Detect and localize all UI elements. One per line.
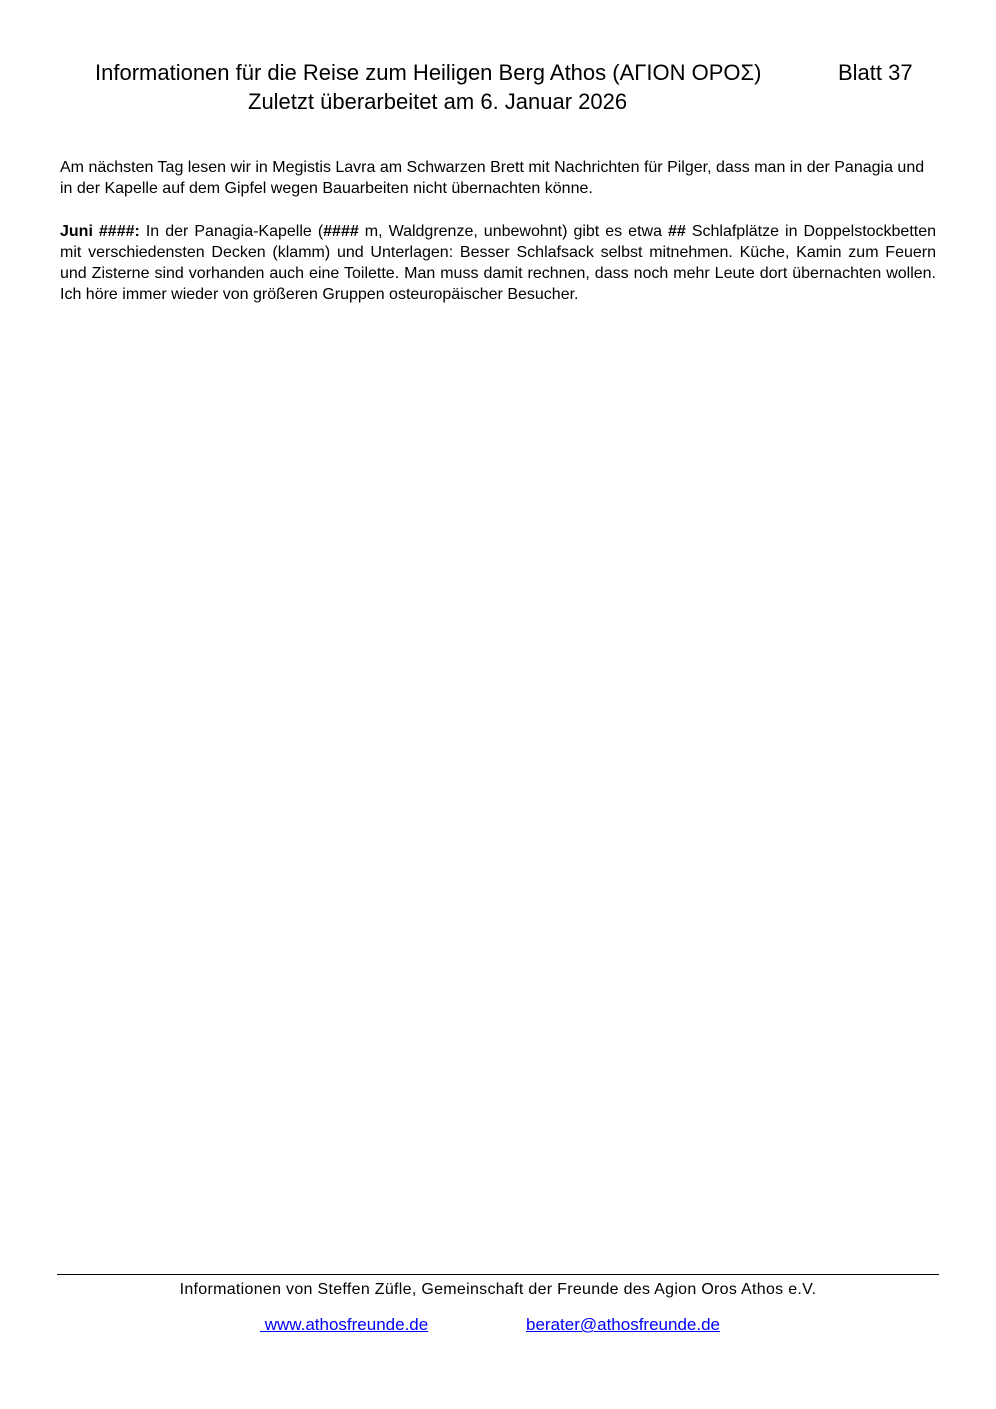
sheet-number: Blatt 37 xyxy=(838,60,913,85)
bed-count-value: ## xyxy=(668,223,686,240)
paragraph-2-text-c: Schlafplätze in Doppelstockbetten mit verschiedensten Decken (klamm) und Unterlagen: Besser Schlafsack selbst mitnehmen. Küche, Kamin zum Feuern und Zisterne sind vorhanden auch eine Toilette. Man muss damit rechnen, dass noch mehr Leute dort übernachten wollen. Ich höre immer wieder von größeren Gruppen osteuropäischer Besucher. xyxy=(60,223,937,303)
paragraph-1: Am nächsten Tag lesen wir in Megistis Lavra am Schwarzen Brett mit Nachrichten für Pilger, dass man in der Panagia und in der Kapelle auf dem Gipfel wegen Bauarbeiten nicht übernachten könne. xyxy=(60,159,925,197)
altitude-value: #### xyxy=(323,223,359,240)
website-link[interactable]: www.athosfreunde.de xyxy=(260,1315,429,1334)
footer-info: Informationen von Steffen Züfle, Gemeinschaft der Freunde des Agion Oros Athos e.V. xyxy=(179,1281,817,1298)
paragraph-2-text-b: m, Waldgrenze, unbewohnt) gibt es etwa xyxy=(358,223,669,240)
paragraph-2-text-a: In der Panagia-Kapelle ( xyxy=(139,223,324,240)
document-title: Informationen für die Reise zum Heiligen Berg Athos (ΑΓΙΟΝ ΟΡΟΣ) xyxy=(95,60,762,85)
paragraph-2 xyxy=(60,221,936,305)
last-updated: Zuletzt überarbeitet am 6. Januar 2026 xyxy=(248,89,628,114)
page-header-title-line xyxy=(95,60,930,86)
footer-divider xyxy=(57,1274,939,1275)
email-link[interactable]: berater@athosfreunde.de xyxy=(526,1315,720,1334)
date-label: Juni ####: xyxy=(60,223,140,240)
